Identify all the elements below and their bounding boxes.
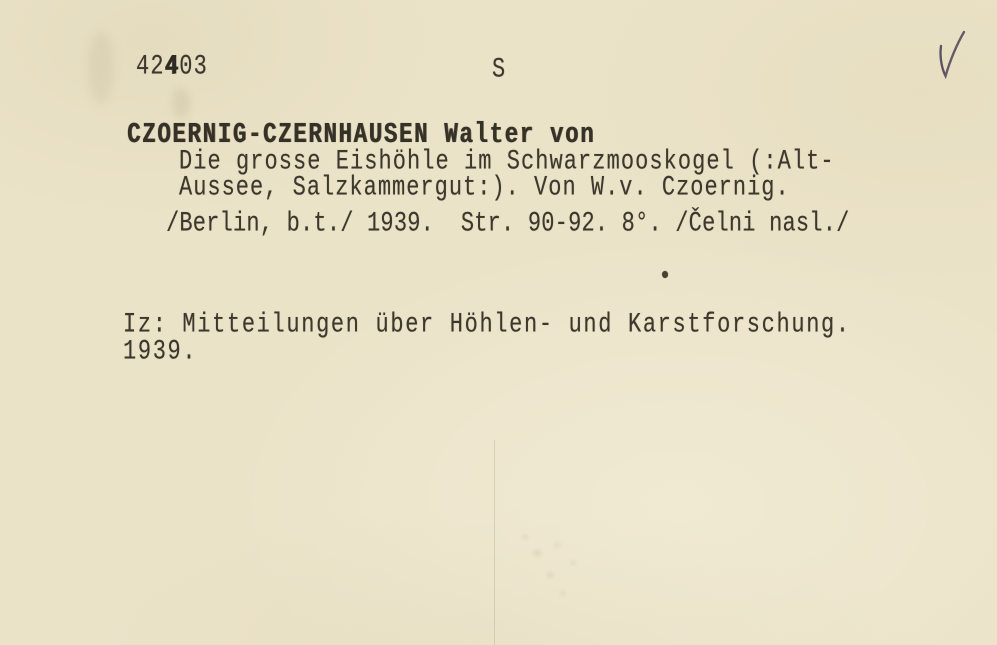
title-line-2: Aussee, Salzkammergut:). Von W.v. Czoernig. bbox=[179, 171, 790, 204]
source-note-line-1: Iz: Mitteilungen über Höhlen- und Karstforschung. bbox=[123, 308, 851, 341]
catalog-number-prefix: 42 bbox=[136, 50, 165, 83]
faint-stamp-smudge bbox=[495, 505, 605, 615]
section-letter: S bbox=[492, 53, 506, 86]
title-line-1: Die grosse Eishöhle im Schwarzmooskogel (:Alt- bbox=[179, 145, 835, 178]
catalog-number-suffix: 03 bbox=[179, 50, 209, 83]
author-heading: CZOERNIG-CZERNHAUSEN Walter von bbox=[127, 117, 596, 151]
imprint-line: /Berlin, b.t./ 1939. Str. 90-92. 8°. /Čelni nasl./ bbox=[166, 207, 850, 240]
paper-smudge-small bbox=[172, 88, 190, 118]
paper-crease bbox=[494, 440, 495, 645]
source-note-line-2: 1939. bbox=[123, 335, 198, 368]
paper-smudge bbox=[88, 32, 114, 104]
stray-ink-dot bbox=[662, 271, 668, 278]
catalog-number bbox=[136, 50, 209, 83]
handwritten-checkmark-icon bbox=[928, 24, 973, 88]
catalog-number-overstruck-digit: 4 bbox=[164, 50, 180, 83]
